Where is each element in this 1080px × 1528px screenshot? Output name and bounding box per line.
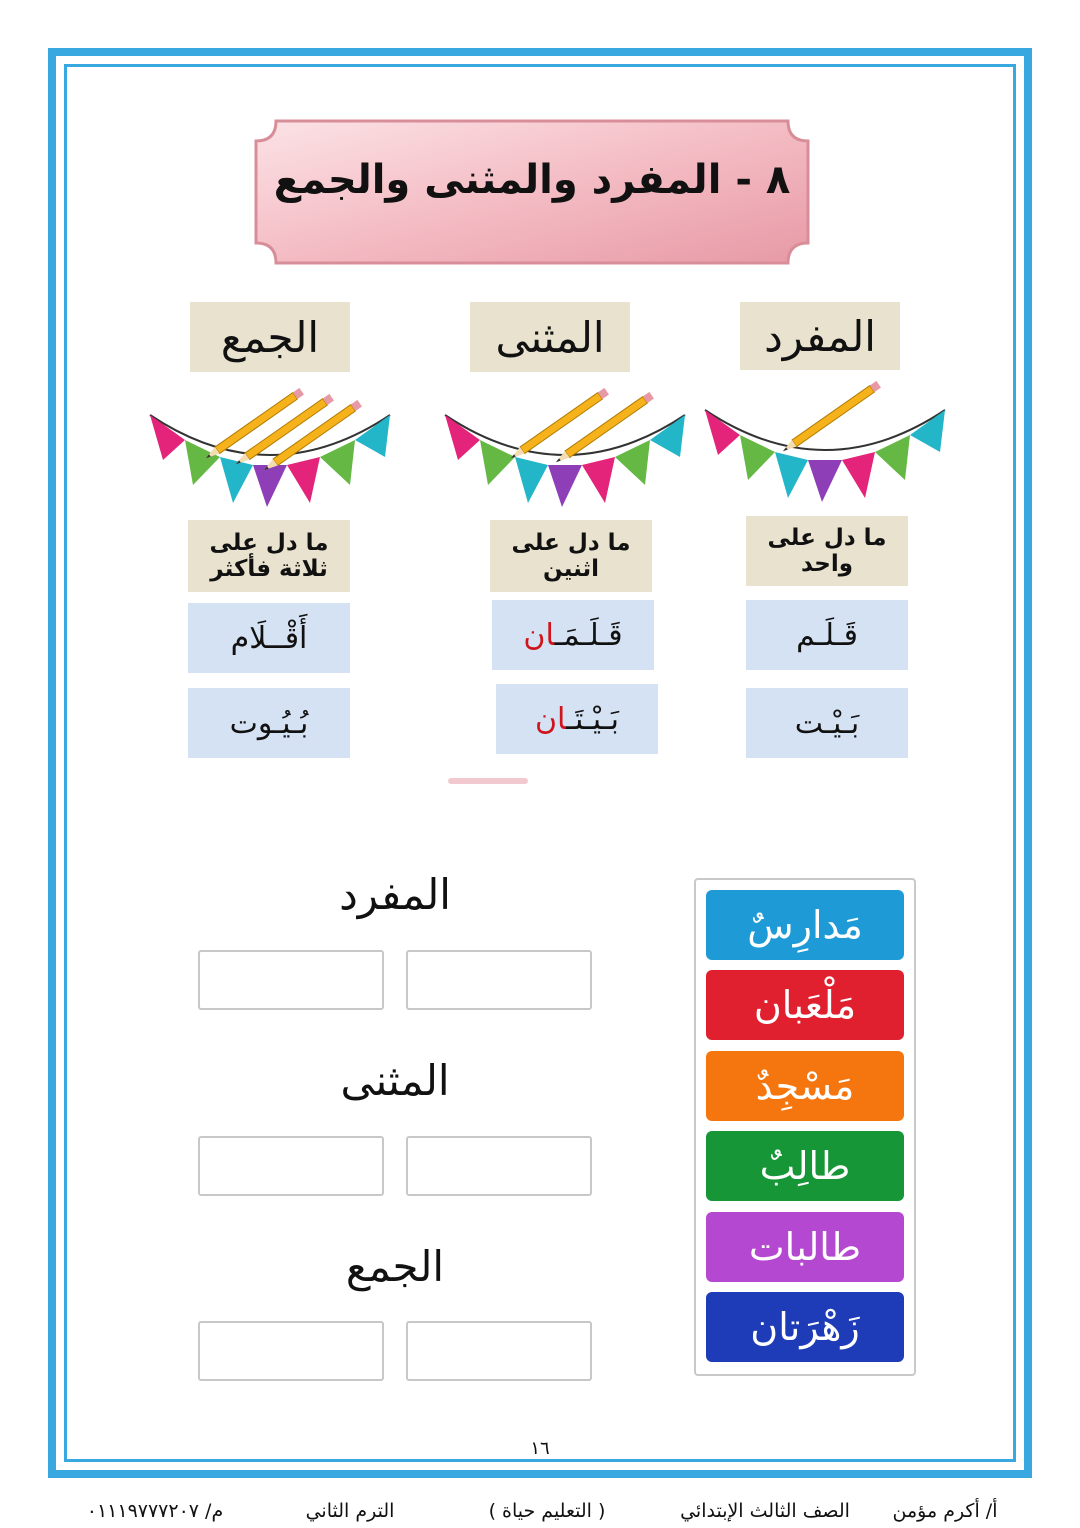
example-word: أَقْــلَام xyxy=(230,620,308,656)
example-word: قَـلَـم xyxy=(796,617,858,653)
example-word-dual-1 xyxy=(492,600,654,670)
word-chip[interactable] xyxy=(706,970,904,1040)
example-word-singular-1 xyxy=(746,600,908,670)
answer-box-plural-1[interactable] xyxy=(406,1321,592,1381)
definition-singular xyxy=(746,516,908,586)
word-stem: قَـلَـمَـ xyxy=(554,617,623,653)
word-chip[interactable] xyxy=(706,1051,904,1121)
example-word-plural-2 xyxy=(188,688,350,758)
definition-line: ما دل على xyxy=(511,530,631,556)
label-singular: المفرد xyxy=(740,302,900,370)
footer-grade: الصف الثالث الإبتدائي xyxy=(680,1500,850,1522)
example-word-dual-2 xyxy=(496,684,658,754)
word-chip-label: طالبات xyxy=(748,1225,862,1269)
bunting-garland-icon-dual xyxy=(440,385,690,515)
definition-line: ما دل على xyxy=(209,530,329,556)
section-title-plural: الجمع xyxy=(345,1242,445,1291)
definition-line: واحد xyxy=(800,551,854,577)
word-chip-label: مَدارِسٌ xyxy=(747,903,863,947)
answer-box-plural-2[interactable] xyxy=(198,1321,384,1381)
definition-plural xyxy=(188,520,350,592)
example-word xyxy=(523,618,622,653)
word-chip[interactable] xyxy=(706,1131,904,1201)
word-chip-label: مَسْجِدٌ xyxy=(755,1064,855,1108)
footer-teacher: أ/ أكرم مؤمن xyxy=(892,1500,998,1522)
definition-line: ما دل على xyxy=(767,525,887,551)
definition-dual xyxy=(490,520,652,592)
word-chip[interactable] xyxy=(706,1292,904,1362)
example-word-plural-1 xyxy=(188,603,350,673)
word-stem: بَـيْـتَـ xyxy=(566,701,619,737)
footer-slogan: ( التعليم حياة ) xyxy=(488,1500,606,1522)
word-chip-label: مَلْعَبان xyxy=(753,983,857,1027)
answer-box-singular-2[interactable] xyxy=(198,950,384,1010)
word-chip[interactable] xyxy=(706,1212,904,1282)
pencil-icon xyxy=(509,388,609,462)
bunting-garland-icon-singular xyxy=(700,380,950,510)
decorative-divider xyxy=(448,778,528,784)
dual-suffix: ان xyxy=(523,617,555,653)
dual-suffix: ان xyxy=(535,701,567,737)
answer-box-dual-2[interactable] xyxy=(198,1136,384,1196)
word-chip-label: طالِبٌ xyxy=(759,1144,851,1188)
answer-box-singular-1[interactable] xyxy=(406,950,592,1010)
page-number: ١٦ xyxy=(530,1438,550,1459)
example-word: بَـيْـت xyxy=(794,705,860,741)
section-title-singular: المفرد xyxy=(339,870,451,919)
label-plural: الجمع xyxy=(190,302,350,372)
example-word-singular-2 xyxy=(746,688,908,758)
example-word xyxy=(535,702,619,737)
definition-line: اثنين xyxy=(543,556,599,582)
definition-line: ثلاثة فأكثر xyxy=(210,556,328,582)
pencil-icon xyxy=(781,381,881,455)
word-chip[interactable] xyxy=(706,890,904,960)
footer-term: الترم الثاني xyxy=(305,1500,395,1522)
footer-phone: م/ ٠١١١٩٧٧٧٢٠٧ xyxy=(86,1500,224,1522)
example-word: بُـيُـوت xyxy=(229,705,309,741)
bunting-garland-icon-plural xyxy=(145,385,395,515)
page-title: ٨ - المفرد والمثنى والجمع xyxy=(273,157,791,203)
word-chip-label: زَهْرَتان xyxy=(750,1305,860,1349)
label-dual: المثنى xyxy=(470,302,630,372)
section-title-dual: المثنى xyxy=(340,1056,450,1105)
answer-box-dual-1[interactable] xyxy=(406,1136,592,1196)
